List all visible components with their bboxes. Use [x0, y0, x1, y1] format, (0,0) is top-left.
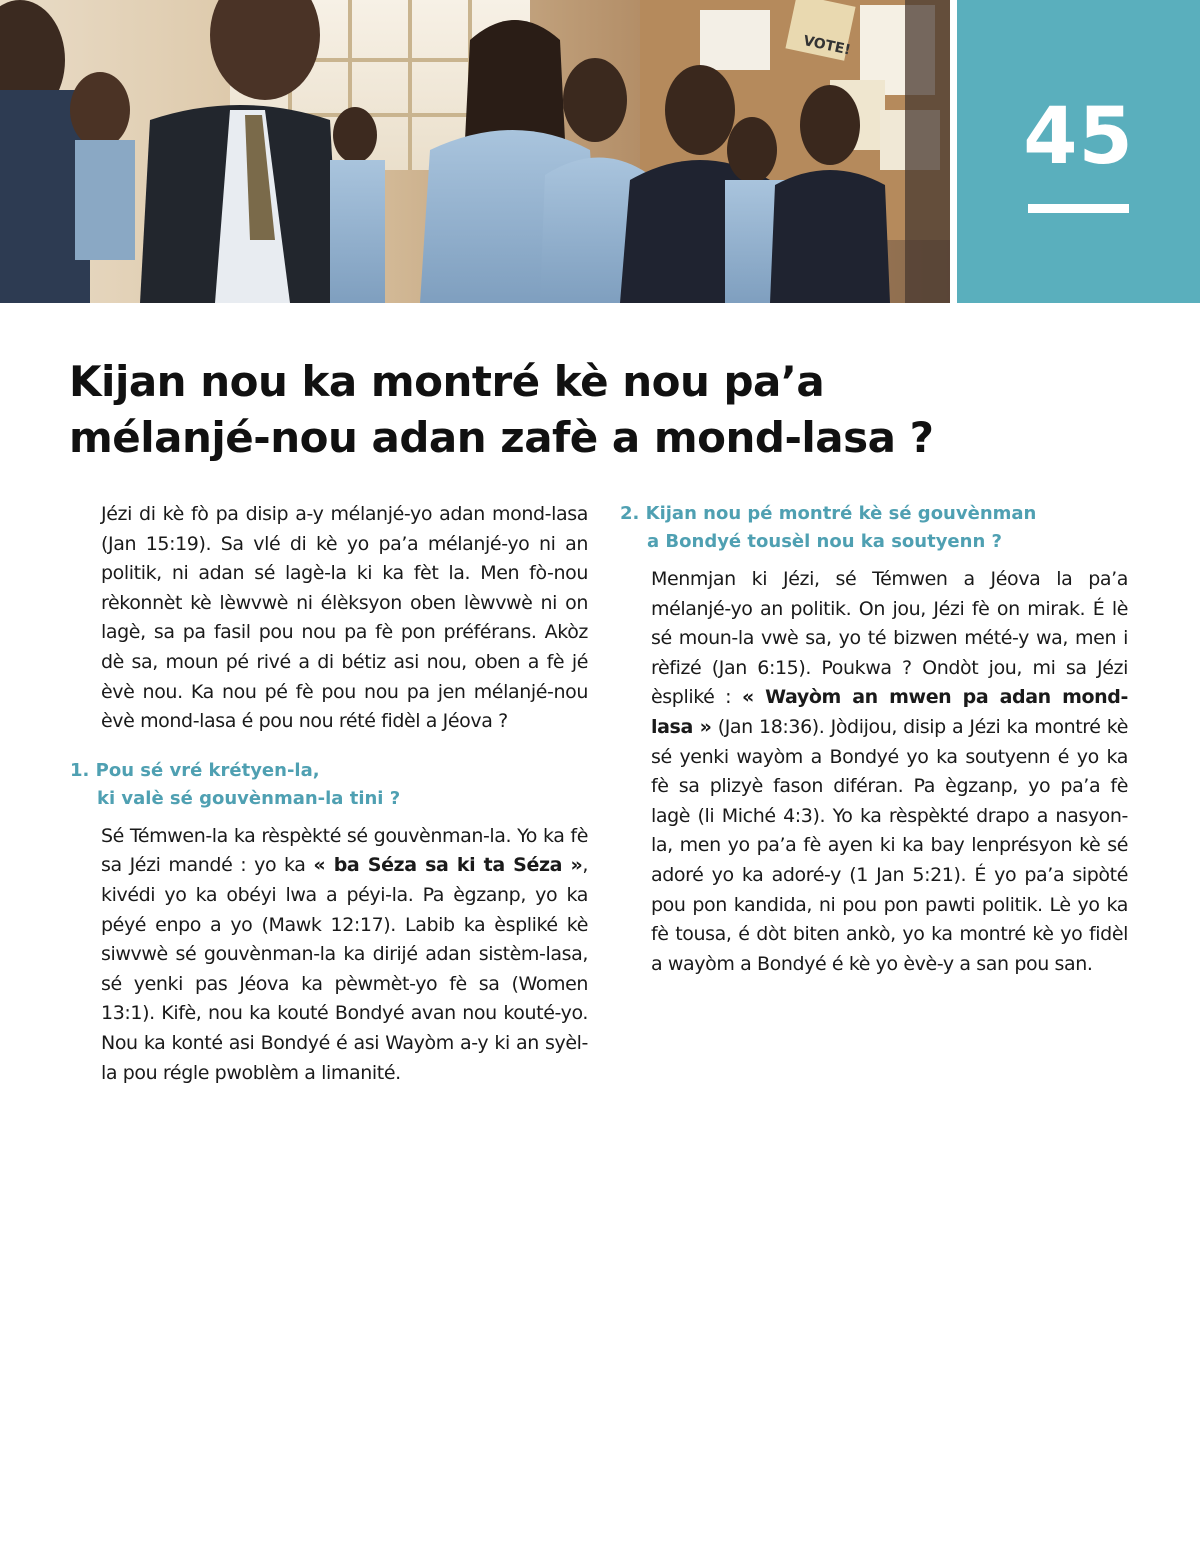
section-1-text-start: Sé Témwen-la ka rèspèkté sé gouvènman-la. Yo ka fè sa Jézi mandé : yo ka	[101, 824, 588, 877]
svg-text:VOTE!: VOTE!	[801, 32, 853, 59]
lesson-number-box	[957, 0, 1200, 303]
section-2-heading-line-1: 2. Kijan nou pé montré kè sé gouvènman	[620, 503, 1037, 524]
section-2-text-start: Menmjan ki Jézi, sé Témwen a Jéova la pa’a mélanjé-yo an politik. On jou, Jézi fè on mirak. É lè sé moun-la vwè sa, yo té bizwen mété-y wa, men i rèfizé (Jan 6:15). Poukwa ? Ondòt jou, mi sa Jézi èspliké :	[651, 568, 1128, 709]
page-title-line-1: Kijan nou ka montré kè nou pa’a	[69, 357, 825, 406]
classroom-photo-icon	[0, 0, 950, 303]
section-2-text-end: (Jan 18:36). Jòdijou, disip a Jézi ka montré kè sé yenki wayòm a Bondyé yo ka soutyenn é yo ka fè sa plizyè fason diféran. Pa ègzanp, yo pa’a fè lagè (li Miché 4:3). Yo ka rèspèkté drapo a nasyon-la, men yo pa’a fè ayen ki ka bay lenprésyon kè sé adoré yo ka adoré-y (1 Jan 5:21). É yo pa’a sipòté pou pon kandida, ni pou pon pawti politik. Lè yo ka fè tousa, é dòt biten ankò, yo ka montré kè yo fidèl a wayòm a Bondyé é kè yo èvè-y a san pou san.	[651, 715, 1128, 975]
section-1-heading	[70, 757, 588, 813]
lesson-number: 45	[1023, 92, 1134, 182]
header-photo	[0, 0, 950, 303]
lesson-number-underline	[1028, 204, 1129, 213]
right-column	[620, 500, 1128, 979]
section-2-paragraph	[620, 565, 1128, 979]
section-2-heading	[620, 500, 1128, 556]
section-1-paragraph	[70, 822, 588, 1088]
intro-paragraph: Jézi di kè fò pa disip a-y mélanjé-yo adan mond-lasa (Jan 15:19). Sa vlé di kè yo pa’a mélanjé-yo ni an politik, ni adan sé lagè-la ki ka fèt la. Men fò-nou rèkonnèt kè lèwvwè ni élèksyon oben lèwvwè ni on lagè, sa pa fasil pou nou pa fè pon préférans. Akòz dè sa, moun pé rivé a di bétiz asi nou, oben a fè jé èvè nou. Ka nou pé fè pou nou pa jen mélanjé-nou èvè mond-lasa é pou nou rété fidèl a Jéova ?	[101, 503, 588, 733]
section-1-quote: « ba Séza sa ki ta Séza »	[313, 854, 583, 877]
page-title-line-2: mélanjé-nou adan zafè a mond-lasa ?	[69, 413, 934, 462]
section-2-quote: « Wayòm an mwen pa adan mond-lasa »	[651, 686, 1128, 738]
section-1-heading-line-1: 1. Pou sé vré krétyen-la,	[70, 759, 320, 781]
section-2-heading-line-2: a Bondyé tousèl nou ka soutyenn ?	[647, 531, 1002, 552]
left-column	[70, 500, 588, 1088]
page-title	[69, 354, 1069, 466]
section-1-text-end: , kivédi yo ka obéyi lwa a péyi-la. Pa ègzanp, yo ka péyé enpo a yo (Mawk 12:17). Labib ka èspliké kè siwvwè sé gouvènman-la ka dirijé adan sistèm-lasa, sé yenki pas Jéova ka pèwmèt-yo fè sa (Women 13:1). Kifè, nou ka kouté Bondyé avan nou kouté-yo. Nou ka konté asi Bondyé é asi Wayòm a-y ki an syèl-la pou régle pwoblèm a limanité.	[101, 854, 588, 1084]
section-1-heading-line-2: ki valè sé gouvènman-la tini ?	[97, 787, 401, 809]
